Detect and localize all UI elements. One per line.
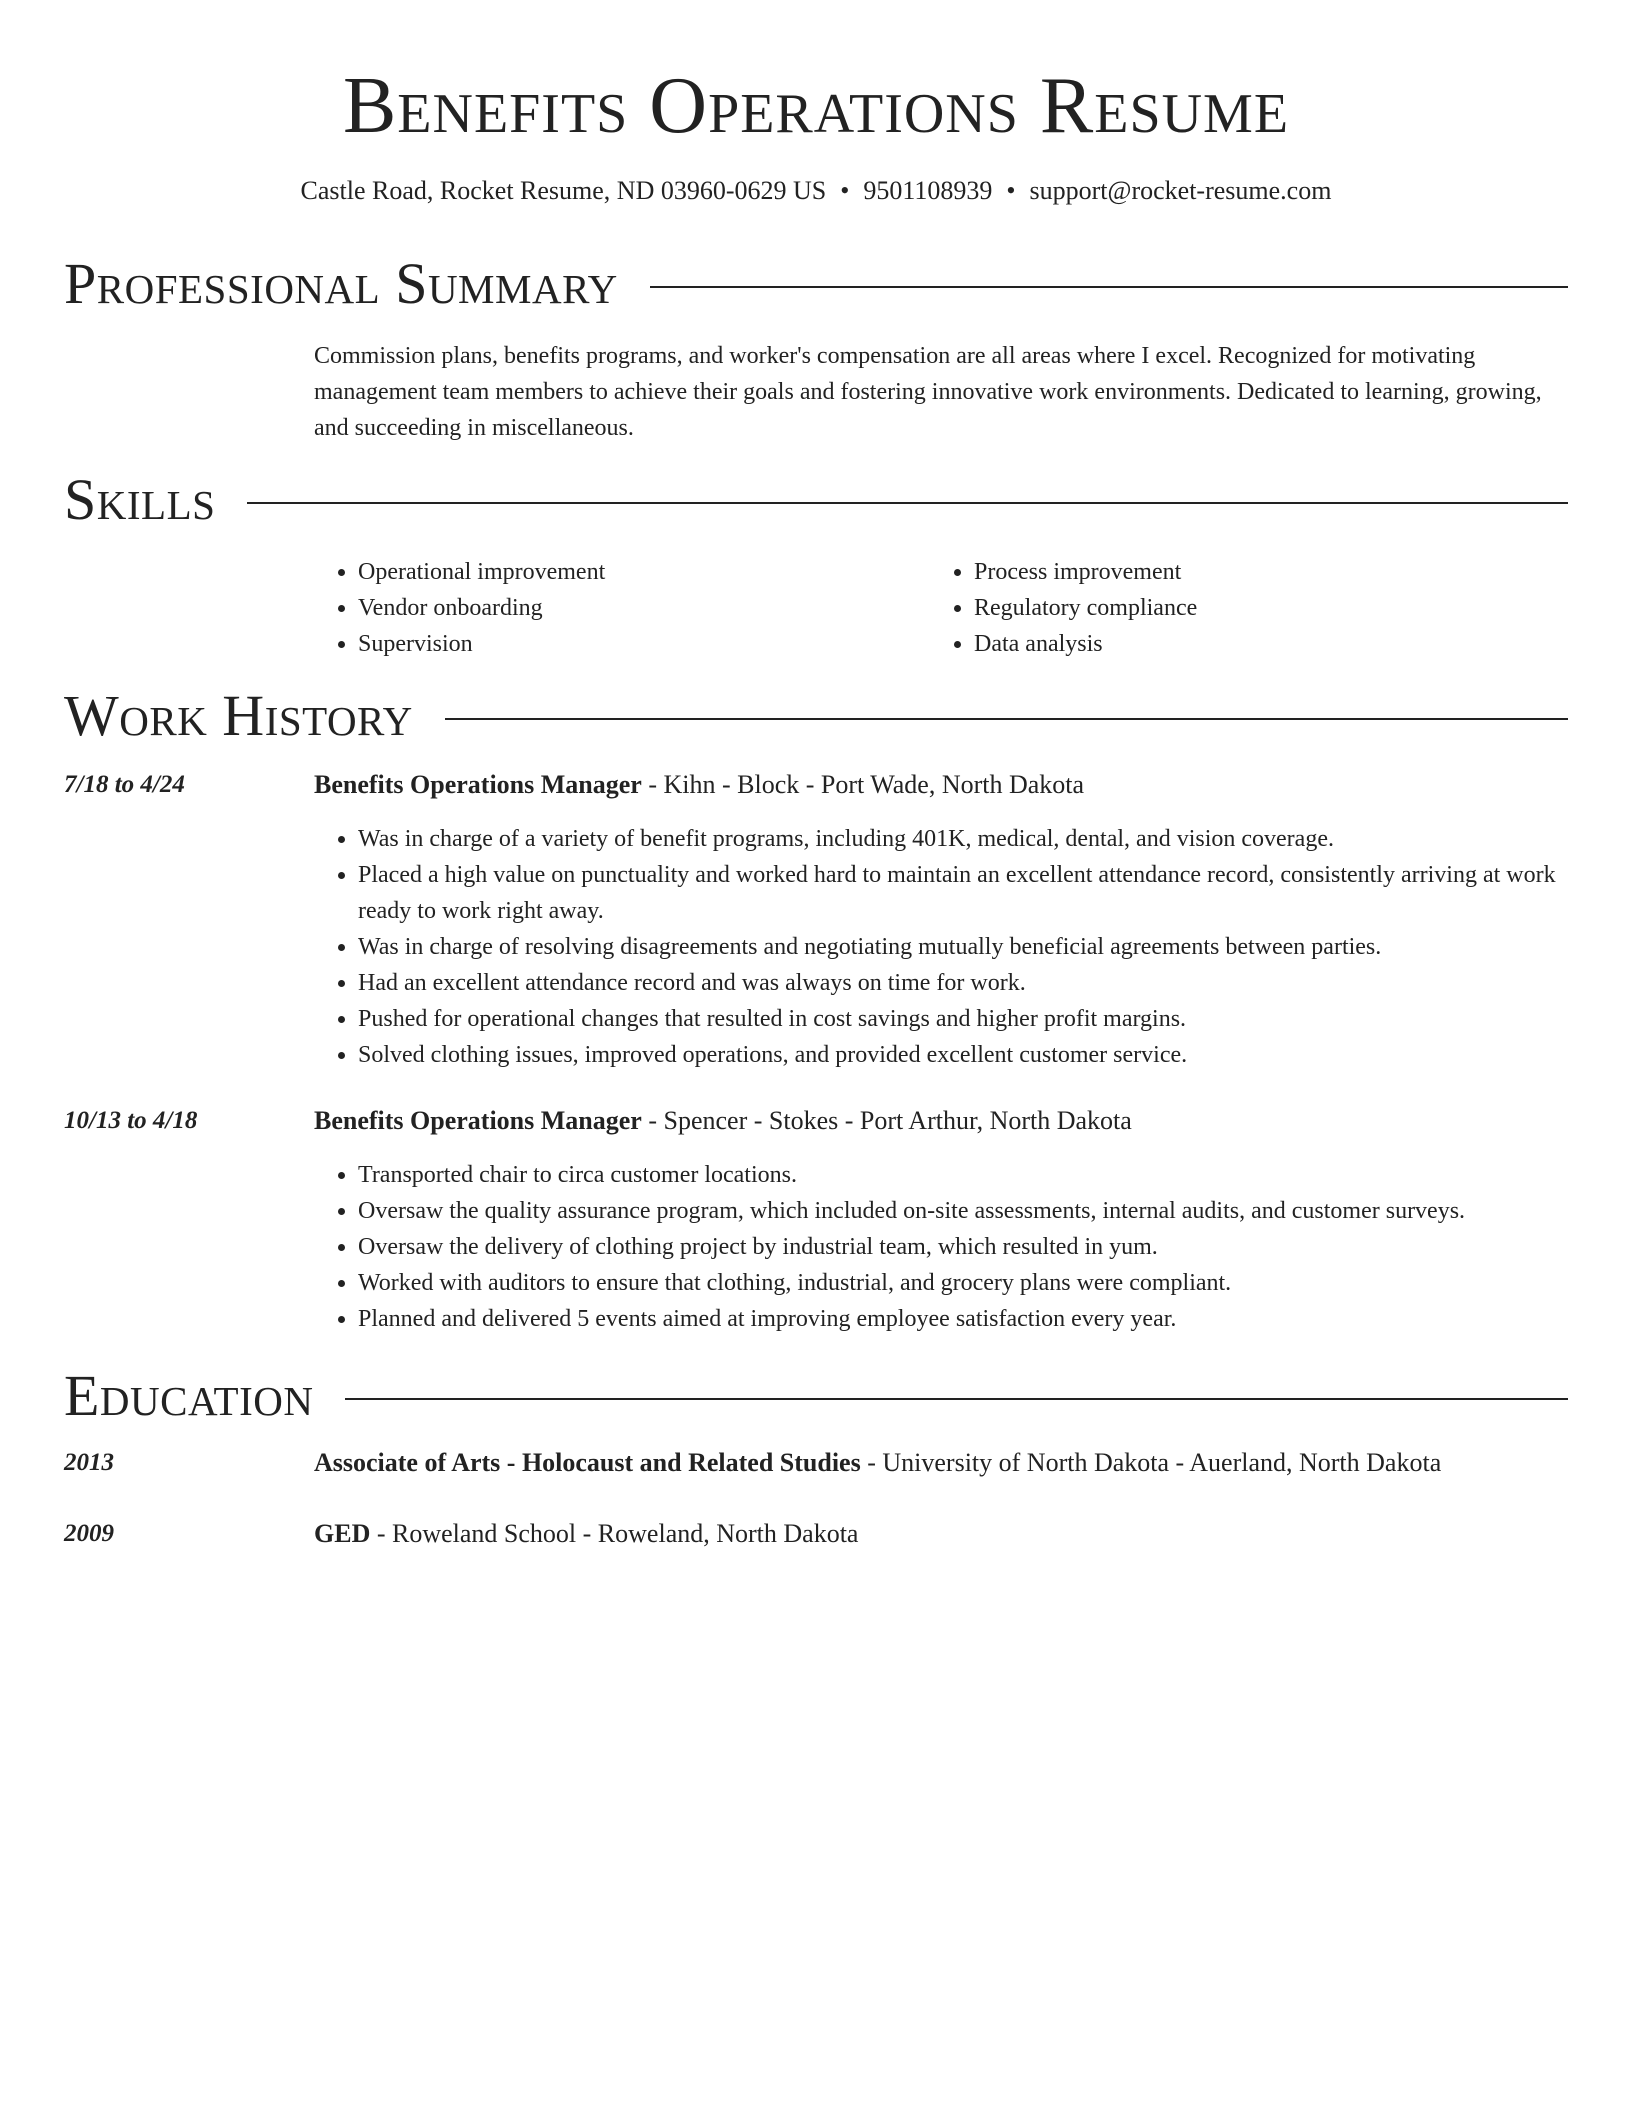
education-degree: Associate of Arts - Holocaust and Related Studies <box>314 1448 861 1477</box>
job-bullets <box>314 821 1568 1073</box>
address: Castle Road, Rocket Resume, ND 03960-0629 US <box>300 176 827 205</box>
section-divider <box>445 718 1568 720</box>
job-bullet: • Planned and delivered 5 events aimed at improving employee satisfaction every year. <box>358 1301 1568 1337</box>
education-section-header <box>64 1362 1568 1430</box>
job-bullet: • Was in charge of a variety of benefit programs, including 401K, medical, dental, and vision coverage. <box>358 821 1568 857</box>
skill-item: • Supervision <box>358 626 930 662</box>
education-degree: GED <box>314 1519 371 1548</box>
job-bullet: • Had an excellent attendance record and was always on time for work. <box>358 965 1568 1001</box>
contact-line <box>0 174 1632 208</box>
section-divider <box>650 286 1568 288</box>
job-bullet: • Oversaw the quality assurance program, which included on-site assessments, internal audits, and customer surveys. <box>358 1193 1568 1229</box>
summary-section-header <box>64 250 1568 318</box>
education-line <box>314 1445 1568 1481</box>
education-year: 2013 <box>64 1449 114 1476</box>
skills-column-right <box>930 554 1546 662</box>
education-school: - Roweland School - Roweland, North Dakota <box>370 1519 859 1548</box>
job-title: Benefits Operations Manager <box>314 1106 642 1135</box>
education-year: 2009 <box>64 1520 114 1547</box>
job-dates: 10/13 to 4/18 <box>64 1107 198 1134</box>
job-bullet: • Worked with auditors to ensure that clothing, industrial, and grocery plans were compliant. <box>358 1265 1568 1301</box>
skill-item: • Data analysis <box>974 626 1546 662</box>
email: support@rocket-resume.com <box>1029 176 1332 205</box>
work-heading: Work History <box>64 683 413 748</box>
skill-item: • Operational improvement <box>358 554 930 590</box>
resume-title: Benefits Operations Resume <box>342 62 1290 150</box>
job-dates: 7/18 to 4/24 <box>64 771 185 798</box>
job-bullet: • Was in charge of resolving disagreements and negotiating mutually beneficial agreements between parties. <box>358 929 1568 965</box>
job-bullets <box>314 1157 1568 1337</box>
skills-heading: Skills <box>64 467 216 532</box>
job-bullet: • Pushed for operational changes that resulted in cost savings and higher profit margins. <box>358 1001 1568 1037</box>
job-bullet: • Placed a high value on punctuality and worked hard to maintain an excellent attendance record, consistently arriving at work ready to work right away. <box>358 857 1568 929</box>
contact-separator: • <box>840 176 850 205</box>
summary-heading: Professional Summary <box>64 251 618 316</box>
skill-item: • Process improvement <box>974 554 1546 590</box>
skill-item: • Vendor onboarding <box>358 590 930 626</box>
section-divider <box>345 1398 1568 1400</box>
job-employer: - Kihn - Block - Port Wade, North Dakota <box>641 770 1085 799</box>
job-title-line <box>314 767 1568 803</box>
job-bullet: • Transported chair to circa customer locations. <box>358 1157 1568 1193</box>
section-divider <box>247 502 1568 504</box>
skill-item: • Regulatory compliance <box>974 590 1546 626</box>
skills-list <box>314 554 1568 662</box>
education-school: - University of North Dakota - Auerland, North Dakota <box>860 1448 1442 1477</box>
job-title-line <box>314 1103 1568 1139</box>
contact-separator: • <box>1006 176 1016 205</box>
skills-column-left <box>314 554 930 662</box>
education-line <box>314 1516 1568 1552</box>
phone: 9501108939 <box>863 176 993 205</box>
job-bullet: • Solved clothing issues, improved operations, and provided excellent customer service. <box>358 1037 1568 1073</box>
work-section-header <box>64 682 1568 750</box>
summary-text: Commission plans, benefits programs, and worker's compensation are all areas where I excel. Recognized for motivating management team members to achieve their goals and fostering innovative work environments. Dedicated to learning, growing, and succeeding in miscellaneous. <box>314 343 1542 441</box>
job-employer: - Spencer - Stokes - Port Arthur, North Dakota <box>641 1106 1132 1135</box>
skills-section-header <box>64 466 1568 534</box>
education-heading: Education <box>64 1363 314 1428</box>
job-title: Benefits Operations Manager <box>314 770 642 799</box>
job-bullet: • Oversaw the delivery of clothing project by industrial team, which resulted in yum. <box>358 1229 1568 1265</box>
